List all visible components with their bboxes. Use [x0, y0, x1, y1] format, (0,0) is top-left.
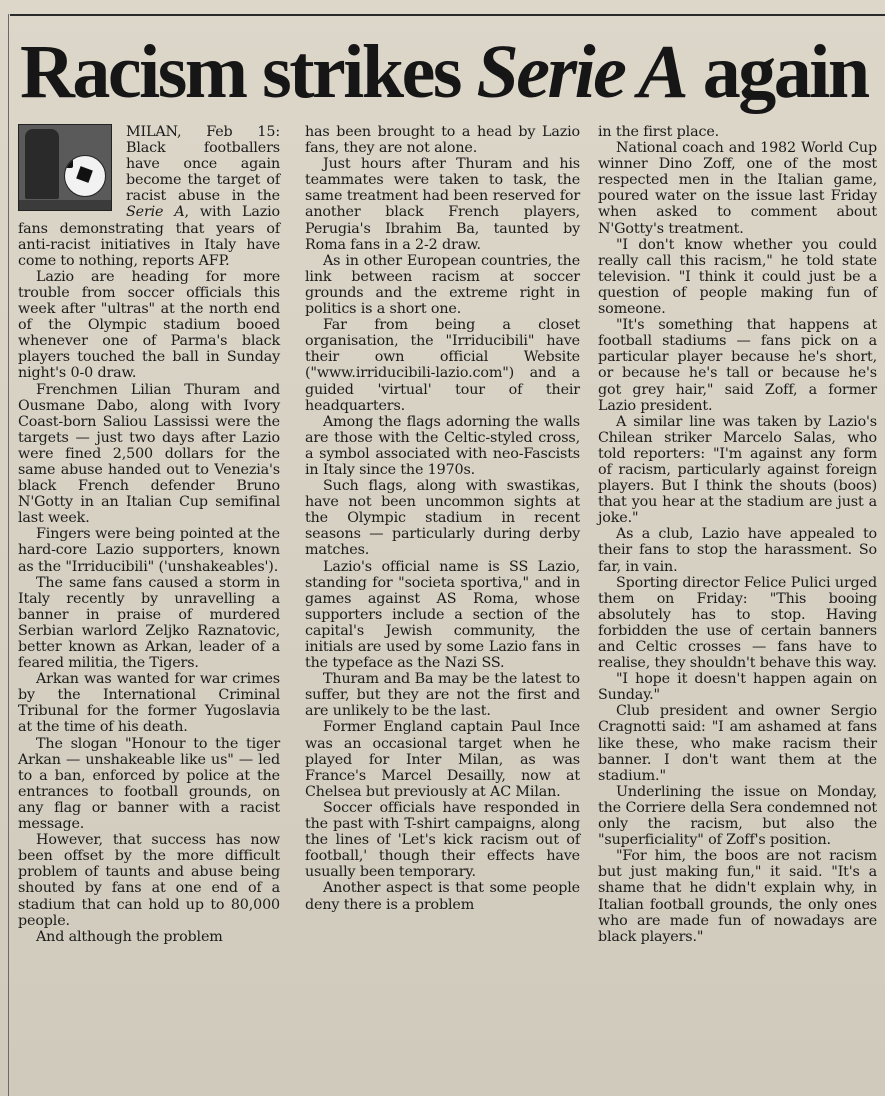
top-rule	[10, 14, 885, 16]
paragraph: Just hours after Thuram and his teammates were taken to task, the same treatment had been reserved for another black French players, Perugia's Ibrahim Ba, taunted by Roma fans in a 2-2 draw.	[305, 156, 580, 253]
paragraph: "For him, the boos are not racism but just making fun," it said. "It's a shame that he didn't explain why, in Italian football grounds, the only ones who are made fun of nowadays are black players."	[598, 848, 877, 945]
paragraph: Club president and owner Sergio Cragnotti said: "I am ashamed at fans like these, who make racism their banner. I don't want them at the stadium."	[598, 703, 877, 784]
paragraph: Arkan was wanted for war crimes by the International Criminal Tribunal for the former Yugoslavia at the time of his death.	[18, 671, 280, 736]
paragraph: Lazio are heading for more trouble from soccer officials this week after "ultras" at the north end of the Olympic stadium booed whenever one of Parma's black players touched the ball in Sunday night's 0-0 draw.	[18, 268, 280, 382]
paragraph: "I hope it doesn't happen again on Sunday."	[598, 671, 877, 704]
paragraph: The slogan "Honour to the tiger Arkan — unshakeable like us" — led to a ban, enforced by police at the entrances to football grounds, on any flag or banner with a racist message.	[18, 735, 280, 833]
paragraph: Such flags, along with swastikas, have not been uncommon sights at the Olympic stadium in recent seasons — particularly during derby matches.	[305, 478, 580, 559]
paragraph: Frenchmen Lilian Thuram and Ousmane Dabo, along with Ivory Coast-born Saliou Lassissi were the targets — just two days after Lazio were fined 2,500 dollars for the same abuse handed out to Venezia's black French defender Bruno N'Gotty in an Italian Cup semifinal last week.	[18, 381, 280, 527]
paragraph: Thuram and Ba may be the latest to suffer, but they are not the first and are unlikely to be the last.	[305, 671, 580, 720]
article-column-1	[18, 124, 280, 945]
paragraph: Far from being a closet organisation, the "Irriducibili" have their own official Website ("www.irriducibili-lazio.com") and a guided 'virtual' tour of their headquarters.	[305, 317, 580, 414]
paragraph: Soccer officials have responded in the past with T-shirt campaigns, along the lines of 'Let's kick racism out of football,' though their effects have usually been temporary.	[305, 799, 580, 881]
paragraph: has been brought to a head by Lazio fans, they are not alone.	[305, 124, 580, 157]
headline-text: Racism strikes	[20, 30, 477, 114]
paragraph: Lazio's official name is SS Lazio, standing for "societa sportiva," and in games against AS Roma, whose supporters include a section of the capital's Jewish community, the initials are used by some Lazio fans in the typeface as the Nazi SS.	[305, 558, 580, 672]
headline	[20, 24, 880, 120]
paragraph: National coach and 1982 World Cup winner Dino Zoff, one of the most respected men in the Italian game, poured water on the issue last Friday when asked to comment about N'Gotty's treatment.	[598, 140, 877, 237]
paragraph: And although the problem	[36, 928, 223, 945]
headline-italic: Serie A	[476, 30, 687, 114]
article-lead: MILAN, Feb 15: Black footballers have once again become the target of racist abuse in the Serie A, with Lazio fans demonstrating that years of anti-racist initiatives in Italy have come to nothing, reports AFP.	[18, 124, 280, 269]
paragraph: Another aspect is that some people deny there is a problem	[305, 880, 580, 913]
article-column-2	[305, 124, 580, 913]
paragraph: in the first place.	[598, 124, 720, 140]
paragraph: Former England captain Paul Ince was an occasional target when he played for Inter Milan, as was France's Marcel Desailly, now at Chelsea but previously at AC Milan.	[305, 719, 580, 800]
paragraph: "I don't know whether you could really call this racism," he told state television. "I think it could just be a question of people making fun of someone.	[598, 236, 877, 318]
paragraph: Fingers were being pointed at the hard-core Lazio supporters, known as the "Irriducibili" ('unshakeables').	[18, 526, 280, 575]
paragraph: Underlining the issue on Monday, the Corriere della Sera condemned not only the racism, but also the "superficiality" of Zoff's position.	[598, 783, 877, 849]
article-column-3	[598, 124, 877, 945]
paragraph: As in other European countries, the link between racism at soccer grounds and the extreme right in politics is a short one.	[305, 252, 580, 318]
paragraph: However, that success has now been offset by the more difficult problem of taunts and abuse being shouted by fans at one end of a stadium that can hold up to 80,000 people.	[18, 832, 280, 929]
football-photo	[18, 124, 112, 211]
paragraph: The same fans caused a storm in Italy recently by unravelling a banner in praise of murdered Serbian warlord Zeljko Raznatovic, better known as Arkan, leader of a feared militia, the Tigers.	[18, 574, 280, 672]
column-divider	[8, 14, 9, 1096]
paragraph: Sporting director Felice Pulici urged them on Friday: "This booing absolutely has to stop. Having forbidden the use of certain banners and Celtic crosses — fans have to realise, they shouldn't behave this way.	[598, 574, 877, 672]
headline-text-end: again	[686, 30, 868, 114]
paragraph: A similar line was taken by Lazio's Chilean striker Marcelo Salas, who told reporters: "I'm against any form of racism, particularly against foreign players. But I think the shouts (boos) that you hear at the stadium are just a joke."	[598, 413, 877, 527]
paragraph: Among the flags adorning the walls are those with the Celtic-styled cross, a symbol associated with neo-Fascists in Italy since the 1970s.	[305, 413, 580, 478]
paragraph: As a club, Lazio have appealed to their fans to stop the harassment. So far, in vain.	[598, 526, 877, 575]
paragraph: "It's something that happens at football stadiums — fans pick on a particular player because he's short, or because he's tall or because he's got grey hair," said Zoff, a former Lazio president.	[598, 317, 877, 414]
